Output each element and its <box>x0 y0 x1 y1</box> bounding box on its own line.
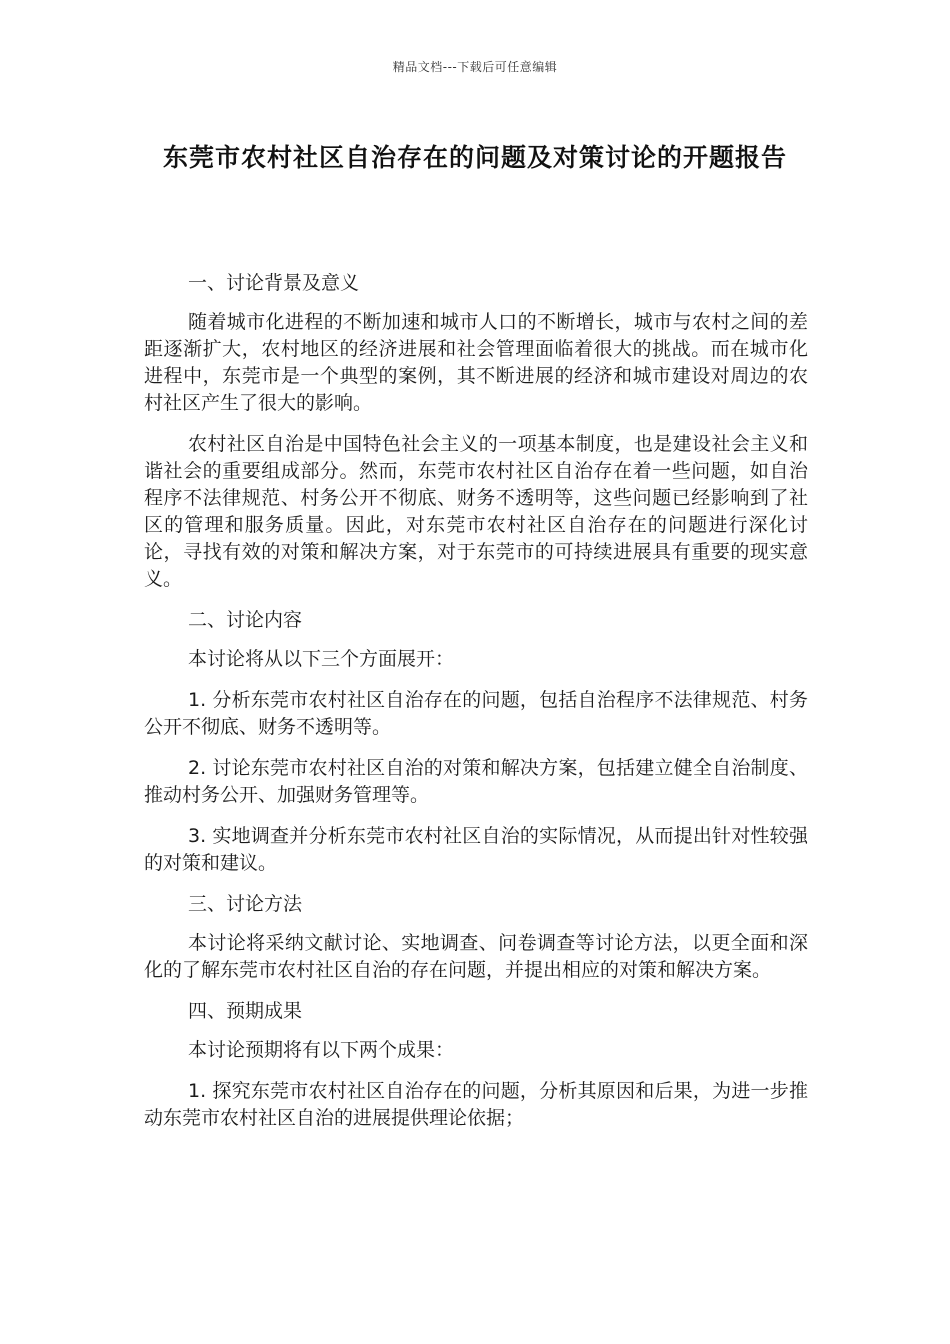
list-item-content-1: 1. 分析东莞市农村社区自治存在的问题，包括自治程序不法律规范、村务公开不彻底、财务不透明等。 <box>144 689 808 738</box>
section-heading-method: 三、讨论方法 <box>188 893 303 915</box>
paragraph-content-intro: 本讨论将从以下三个方面展开： <box>188 648 455 670</box>
paragraph-background-2: 农村社区自治是中国特色社会主义的一项基本制度，也是建设社会主义和谐社会的重要组成部分。然而，东莞市农村社区自治存在着一些问题，如自治程序不法律规范、村务公开不彻底、财务不透明等，这些问题已经影响到了社区的管理和服务质量。因此，对东莞市农村社区自治存在的问题进行深化讨论，寻找有效的对策和解决方案，对于东莞市的可持续进展具有重要的现实意义。 <box>144 433 808 590</box>
list-item-content-2: 2. 讨论东莞市农村社区自治的对策和解决方案，包括建立健全自治制度、推动村务公开、加强财务管理等。 <box>144 757 808 806</box>
list-item-outcome-1: 1. 探究东莞市农村社区自治存在的问题，分析其原因和后果，为进一步推动东莞市农村社区自治的进展提供理论依据； <box>144 1080 808 1129</box>
list-item-content-3: 3. 实地调查并分析东莞市农村社区自治的实际情况，从而提出针对性较强的对策和建议。 <box>144 825 808 874</box>
paragraph-background-1: 随着城市化进程的不断加速和城市人口的不断增长，城市与农村之间的差距逐渐扩大，农村地区的经济进展和社会管理面临着很大的挑战。而在城市化进程中，东莞市是一个典型的案例，其不断进展的经济和城市建设对周边的农村社区产生了很大的影响。 <box>144 311 808 414</box>
section-heading-content: 二、讨论内容 <box>188 609 303 631</box>
document-title: 东莞市农村社区自治存在的问题及对策讨论的开题报告 <box>162 143 787 172</box>
document-body <box>144 270 808 1146</box>
paragraph-outcomes-intro: 本讨论预期将有以下两个成果： <box>188 1039 455 1061</box>
section-heading-background: 一、讨论背景及意义 <box>188 272 360 294</box>
header-note: 精品文档---下载后可任意编辑 <box>392 60 558 74</box>
paragraph-method: 本讨论将采纳文献讨论、实地调查、问卷调查等讨论方法，以更全面和深化的了解东莞市农村社区自治的存在问题，并提出相应的对策和解决方案。 <box>144 932 808 981</box>
section-heading-outcomes: 四、预期成果 <box>188 1000 303 1022</box>
